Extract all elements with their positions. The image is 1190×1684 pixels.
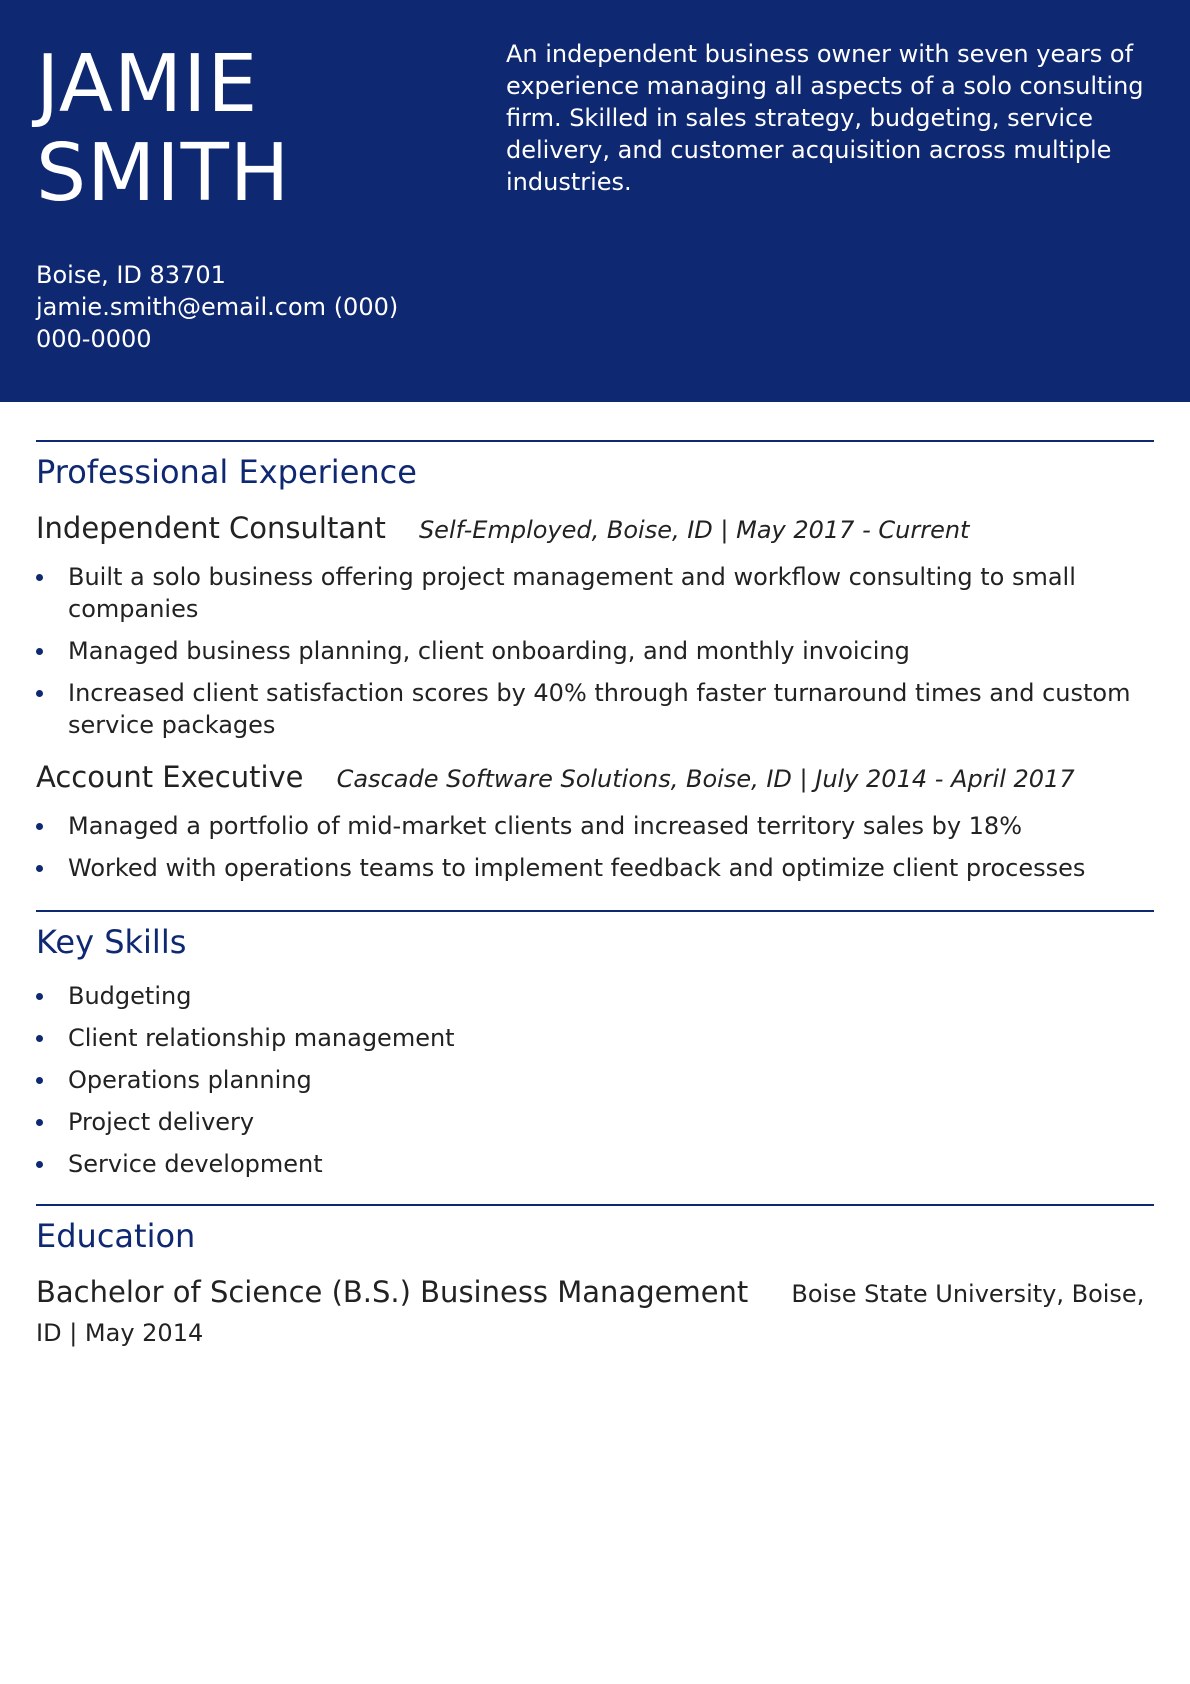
name-first: JAMIE	[36, 38, 259, 130]
job-entry	[36, 759, 1154, 884]
header-banner	[0, 0, 1190, 402]
education-entry	[36, 1274, 1154, 1354]
job-bullets	[36, 561, 1154, 741]
job-entry	[36, 510, 1154, 741]
skill-item: Service development	[36, 1148, 1154, 1180]
resume-body	[36, 440, 1154, 1354]
summary: An independent business owner with seven years of experience managing all aspects of a solo consulting firm. Skilled in sales strategy, budgeting, service delivery, and customer acquisition across multiple industries.	[506, 40, 1144, 196]
phone-rest: 000-0000	[36, 325, 152, 353]
email-phone: jamie.smith@email.com (000)	[36, 293, 399, 321]
education-meta: Boise State University, Boise, ID | May 2014	[36, 1280, 1145, 1347]
bullet-item: Increased client satisfaction scores by 40% through faster turnaround times and custom service packages	[36, 677, 1154, 741]
skill-item: Operations planning	[36, 1064, 1154, 1096]
job-meta: Self-Employed, Boise, ID | May 2017 - Current	[418, 516, 970, 544]
skill-item: Budgeting	[36, 980, 1154, 1012]
section-title-experience: Professional Experience	[36, 453, 417, 491]
skill-item: Client relationship management	[36, 1022, 1154, 1054]
bullet-item: Worked with operations teams to implement feedback and optimize client processes	[36, 852, 1154, 884]
degree: Bachelor of Science (B.S.) Business Management	[36, 1275, 749, 1309]
job-title: Independent Consultant	[36, 511, 386, 545]
job-header	[36, 510, 1154, 551]
candidate-name	[36, 40, 456, 218]
section-title-education: Education	[36, 1217, 196, 1255]
bullet-item: Managed business planning, client onboarding, and monthly invoicing	[36, 635, 1154, 667]
section-title-skills: Key Skills	[36, 923, 187, 961]
job-bullets	[36, 810, 1154, 884]
address: Boise, ID 83701	[36, 261, 226, 289]
job-meta: Cascade Software Solutions, Boise, ID | July 2014 - April 2017	[336, 765, 1075, 793]
experience-section	[36, 440, 1154, 910]
education-section	[36, 1204, 1154, 1354]
name-last: SMITH	[36, 127, 291, 219]
job-title: Account Executive	[36, 760, 304, 794]
contact-info	[36, 259, 466, 355]
skills-section	[36, 910, 1154, 1204]
bullet-item: Managed a portfolio of mid-market clients and increased territory sales by 18%	[36, 810, 1154, 842]
job-header	[36, 759, 1154, 800]
skill-item: Project delivery	[36, 1106, 1154, 1138]
skills-list	[36, 980, 1154, 1180]
bullet-item: Built a solo business offering project management and workflow consulting to small companies	[36, 561, 1154, 625]
